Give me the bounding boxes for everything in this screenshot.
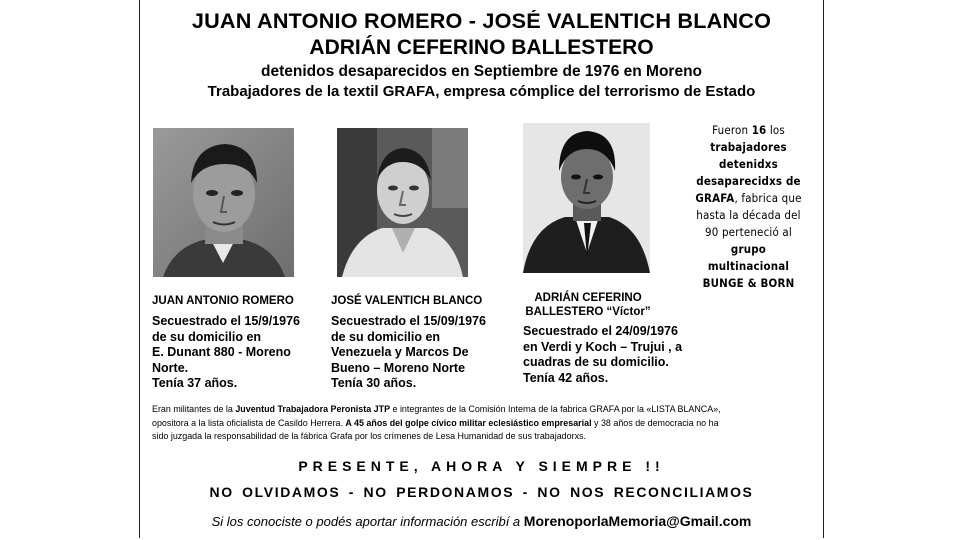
detail-line: Tenía 30 años. <box>331 376 417 390</box>
side-text: 90 perteneció al <box>705 226 792 239</box>
side-text: los <box>766 124 785 137</box>
person-name-ballestero <box>513 291 663 319</box>
person-details-ballestero <box>523 324 723 386</box>
para-text: Eran militantes de la <box>152 404 236 415</box>
slogan-no-olvidamos: NO OLVIDAMOS - NO PERDONAMOS - NO NOS RECONCILIAMOS <box>209 484 754 500</box>
side-text: hasta la década del <box>696 209 801 222</box>
person-name-valentich: JOSÉ VALENTICH BLANCO <box>331 295 483 307</box>
memorial-flyer <box>139 0 824 538</box>
name-line: ADRIÁN CEFERINO <box>534 292 642 304</box>
para-text: e integrantes de la Comisión Interna de la fabrica GRAFA por la «LISTA BLANCA», <box>390 404 721 415</box>
side-text: detenidxs <box>719 158 778 171</box>
detail-line: Norte. <box>152 360 189 375</box>
detail-line: E. Dunant 880 - Moreno <box>152 345 291 359</box>
contact-text: Si los conociste o podés aportar información escribí a <box>211 514 524 529</box>
detail-line: Venezuela y Marcos De <box>331 345 469 359</box>
para-bold: A 45 años del golpe cívico militar eclesiástico empresarial <box>345 417 592 429</box>
detail-line: en Verdi y Koch – Trujui , a <box>523 339 683 354</box>
subtitle-line-1: detenidos desaparecidos en Septiembre de 1976 en Moreno <box>260 63 703 80</box>
name-line: BALLESTERO “Víctor” <box>525 306 651 318</box>
photo-jose-valentich-blanco <box>337 128 468 277</box>
side-count: 16 <box>751 124 767 137</box>
side-text: trabajadores <box>710 141 787 154</box>
side-text: Fueron <box>712 124 752 137</box>
person-details-romero <box>152 314 322 392</box>
detail-line: Tenía 42 años. <box>523 370 609 385</box>
para-bold: Juventud Trabajadora Peronista JTP <box>235 404 391 415</box>
detail-line: Tenía 37 años. <box>152 376 238 390</box>
grafa-info-sidebar <box>691 122 806 292</box>
detail-line: Bueno – Moreno Norte <box>331 360 466 375</box>
detail-line: de su domicilio en <box>331 329 441 344</box>
detail-line: cuadras de su domicilio. <box>523 355 669 369</box>
photo-juan-antonio-romero <box>153 128 294 277</box>
slogan-presente: PRESENTE, AHORA Y SIEMPRE !! <box>298 458 665 474</box>
detail-line: Secuestrado el 24/09/1976 <box>523 324 678 338</box>
para-text: y 38 años de democracia no ha <box>591 417 719 429</box>
photo-adrian-ceferino-ballestero <box>523 123 650 273</box>
person-details-valentich <box>331 314 506 392</box>
para-text: sido juzgada la responsabilidad de la fábrica Grafa por los crímenes de Lesa Humanidad de sus trabajadorxs. <box>152 431 586 442</box>
contact-line <box>140 513 823 529</box>
subtitle-line-2: Trabajadores de la textil GRAFA, empresa cómplice del terrorismo de Estado <box>207 83 756 100</box>
context-paragraph <box>152 403 822 444</box>
detail-line: de su domicilio en <box>152 329 262 344</box>
detail-line: Secuestrado el 15/9/1976 <box>152 314 301 328</box>
side-text: GRAFA <box>695 192 735 205</box>
contact-email[interactable]: MorenoporlaMemoria@Gmail.com <box>523 513 752 529</box>
side-text: grupo multinacional <box>707 243 790 273</box>
detail-line: Secuestrado el 15/09/1976 <box>331 314 486 328</box>
person-name-romero: JUAN ANTONIO ROMERO <box>152 295 294 307</box>
title-line-2: ADRIÁN CEFERINO BALLESTERO <box>309 36 654 59</box>
para-text: opositora a la lista oficialista de Casildo Herrera. <box>152 417 346 429</box>
side-text: , fabrica que <box>734 192 802 205</box>
side-text: BUNGE & BORN <box>702 277 795 290</box>
title-line-1: JUAN ANTONIO ROMERO - JOSÉ VALENTICH BLANCO <box>191 10 772 33</box>
side-text: desaparecidxs de <box>696 175 801 188</box>
